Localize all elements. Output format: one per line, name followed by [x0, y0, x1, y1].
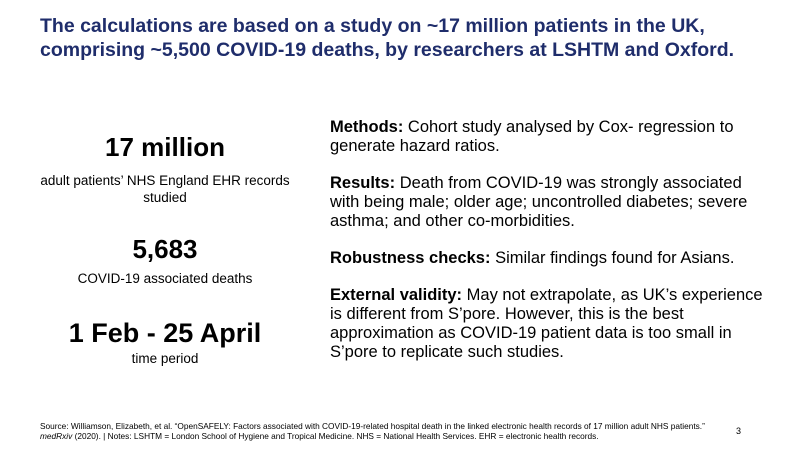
stat-caption: adult patients’ NHS England EHR records studied — [40, 173, 290, 205]
source-suffix: (2020). | Notes: LSHTM = London School of Hygiene and Tropical Medicine. NHS = National Health Services. EHR = electronic health records. — [72, 431, 599, 441]
stat-time-period — [40, 318, 290, 367]
stat-value: 17 million — [105, 132, 225, 162]
source-note — [40, 421, 720, 441]
page-number: 3 — [736, 426, 742, 436]
stat-value: 5,683 — [132, 234, 198, 264]
finding-robustness — [330, 249, 775, 268]
finding-label: Methods: — [330, 118, 404, 136]
source-journal: medRxiv — [40, 431, 73, 441]
findings-list — [330, 118, 775, 380]
finding-text: Similar findings found for Asians. — [490, 249, 735, 267]
stat-caption: time period — [131, 351, 199, 366]
finding-label: Results: — [330, 174, 396, 192]
source-prefix: Source: Williamson, Elizabeth, et al. “OpenSAFELY: Factors associated with COVID-19-related hospital death in the linked electronic health records of 17 million adult NHS patients.” — [40, 421, 705, 431]
finding-external-validity — [330, 286, 775, 362]
stat-value: 1 Feb - 25 April — [68, 318, 262, 348]
finding-text: Death from COVID-19 was strongly associated with being male; older age; uncontrolled diabetes; severe asthma; and other co-morbidities. — [330, 174, 748, 230]
stat-deaths — [40, 234, 290, 287]
finding-methods — [330, 118, 775, 156]
finding-text: Cohort study analysed by Cox- regression to generate hazard ratios. — [330, 118, 734, 155]
finding-label: External validity: — [330, 286, 463, 304]
finding-label: Robustness checks: — [330, 249, 491, 267]
finding-results — [330, 174, 775, 231]
stat-patients — [40, 132, 290, 206]
stat-caption: COVID-19 associated deaths — [77, 271, 253, 286]
finding-text: May not extrapolate, as UK’s experience is different from S’pore. However, this is the best approximation as COVID-19 patient data is too small in S’pore to replicate such studies. — [330, 286, 763, 361]
slide-title: The calculations are based on a study on ~17 million patients in the UK, comprising ~5,500 COVID-19 deaths, by researchers at LSHTM and Oxford. — [40, 15, 735, 61]
